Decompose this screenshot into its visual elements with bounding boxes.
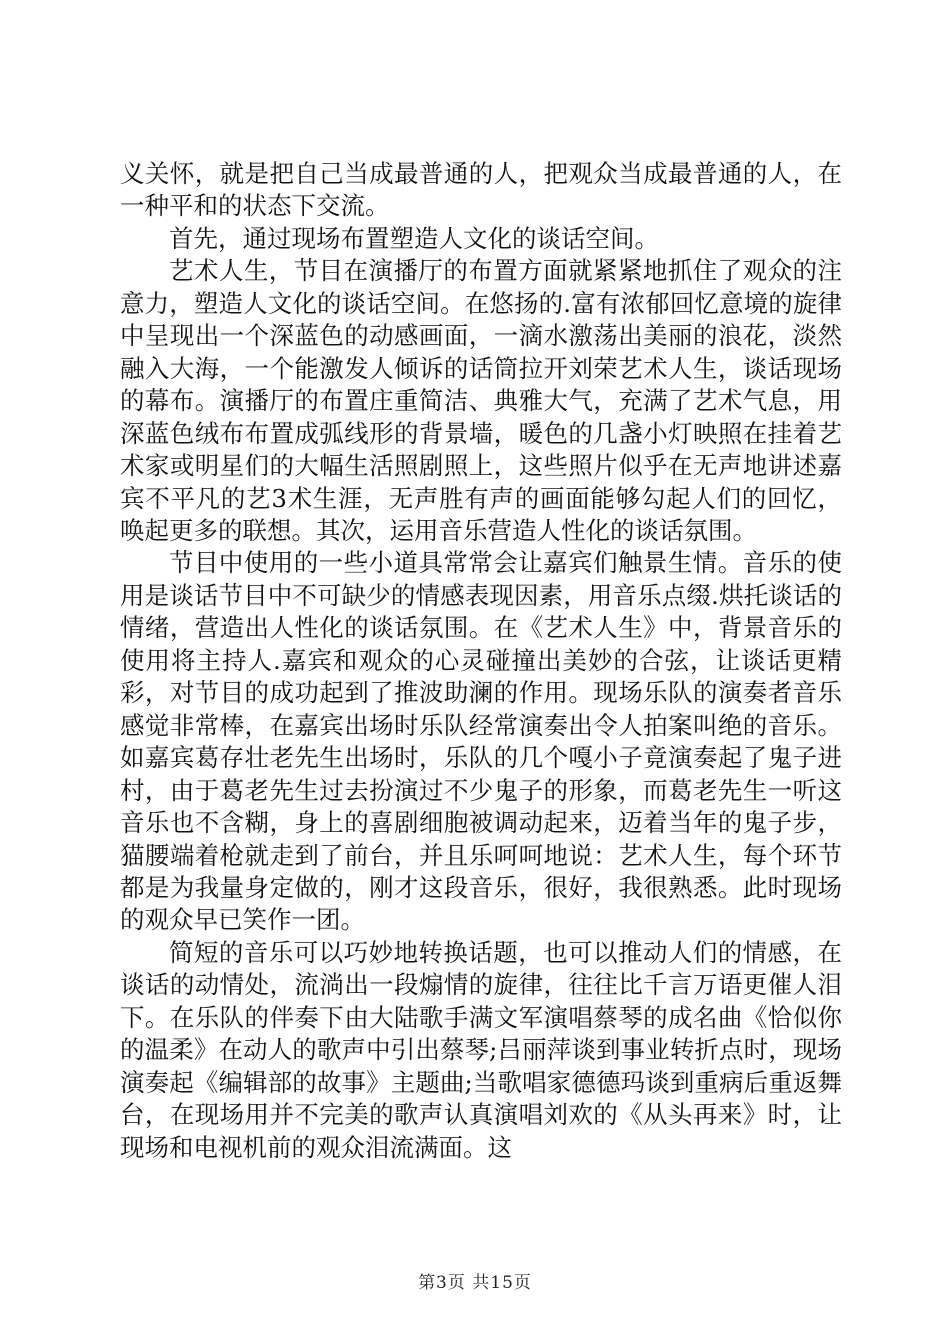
paragraph: 艺术人生，节目在演播厅的布置方面就紧紧地抓住了观众的注意力，塑造人文化的谈话空间。在悠扬的.富有浓郁回忆意境的旋律中呈现出一个深蓝色的动感画面，一滴水激荡出美丽的浪花，淡然融入大海，一个能激发人倾诉的话筒拉开刘荣艺术人生，谈话现场的幕布。演播厅的布置庄重简洁、典雅大气，充满了艺术气息，用深蓝色绒布布置成弧线形的背景墙，暖色的几盏小灯映照在挂着艺术家或明星们的大幅生活照剧照上，这些照片似乎在无声地讲述嘉宾不平凡的艺3术生涯，无声胜有声的画面能够勾起人们的回忆，唤起更多的联想。其次，运用音乐营造人性化的谈话氛围。 (120, 256, 842, 545)
paragraph-continuation: 义关怀，就是把自己当成最普通的人，把观众当成最普通的人，在一种平和的状态下交流。 (120, 159, 842, 221)
document-body (120, 158, 842, 1164)
page-number-footer: 第3页 共15页 (418, 1273, 532, 1293)
paragraph: 简短的音乐可以巧妙地转换话题，也可以推动人们的情感，在谈话的动情处，流淌出一段煽情的旋律，往往比千言万语更催人泪下。在乐队的伴奏下由大陆歌手满文军演唱蔡琴的成名曲《恰似你的温柔》在动人的歌声中引出蔡琴;吕丽萍谈到事业转折点时，现场演奏起《编辑部的故事》主题曲;当歌唱家德德玛谈到重病后重返舞台，在现场用并不完美的歌声认真演唱刘欢的《从头再来》时，让现场和电视机前的观众泪流满面。这 (120, 937, 842, 1162)
paragraph-section-heading: 首先，通过现场布置塑造人文化的谈话空间。 (169, 223, 659, 253)
paragraph: 节目中使用的一些小道具常常会让嘉宾们触景生情。音乐的使用是谈话节目中不可缺少的情感表现因素，用音乐点缀.烘托谈话的情绪，营造出人性化的谈话氛围。在《艺术人生》中，背景音乐的使用将主持人.嘉宾和观众的心灵碰撞出美妙的合弦，让谈话更精彩，对节目的成功起到了推波助澜的作用。现场乐队的演奏者音乐感觉非常棒，在嘉宾出场时乐队经常演奏出令人拍案叫绝的音乐。如嘉宾葛存壮老先生出场时，乐队的几个嘎小子竟演奏起了鬼子进村，由于葛老先生过去扮演过不少鬼子的形象，而葛老先生一听这音乐也不含糊，身上的喜剧细胞被调动起来，迈着当年的鬼子步，猫腰端着枪就走到了前台，并且乐呵呵地说：艺术人生，每个环节都是为我量身定做的，刚才这段音乐，很好，我很熟悉。此时现场的观众早已笑作一团。 (120, 548, 842, 935)
